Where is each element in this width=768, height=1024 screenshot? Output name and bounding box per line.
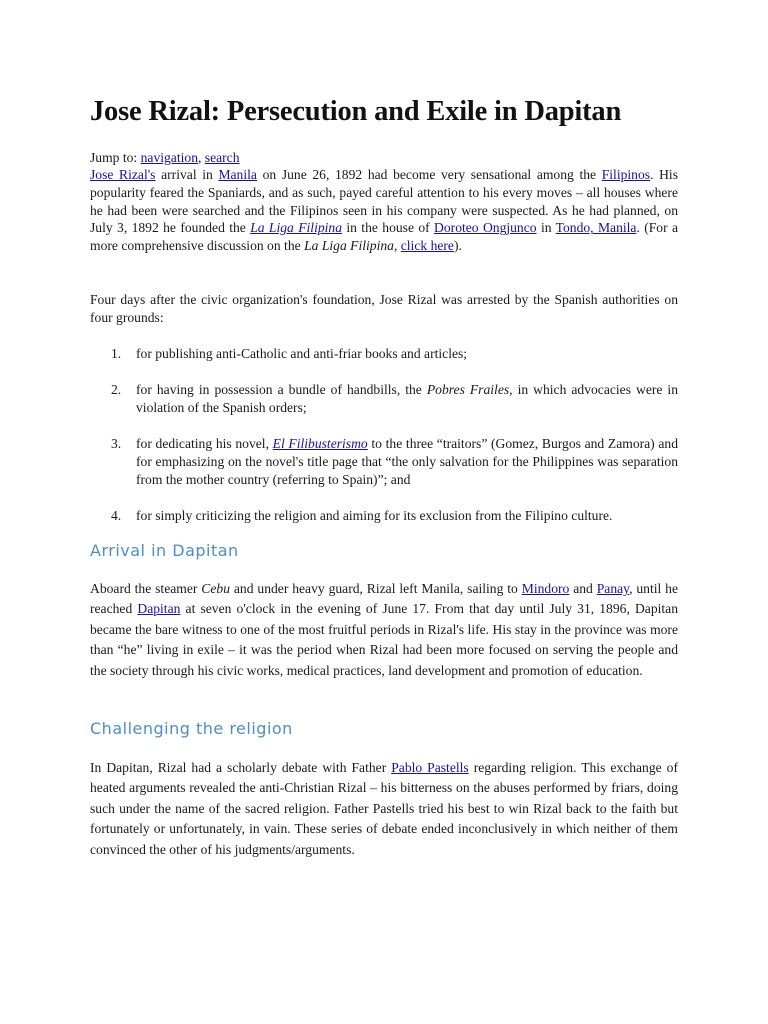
text: and under heavy guard, Rizal left Manila, sailing to <box>230 581 522 596</box>
list-number: 4. <box>111 508 122 523</box>
heading-arrival-in-dapitan: Arrival in Dapitan <box>90 541 239 560</box>
list-number: 1. <box>111 346 122 361</box>
arrest-paragraph: Four days after the civic organization's foundation, Jose Rizal was arrested by the Spanish authorities on four grounds: <box>90 292 678 325</box>
text: arrival in <box>155 167 219 182</box>
search-link[interactable]: search <box>204 150 240 165</box>
text: in <box>536 220 556 236</box>
list-text: for publishing anti-Catholic and anti-friar books and articles; <box>136 346 468 361</box>
text: , in which advocacies were in violation of the Spanish orders; <box>136 382 678 415</box>
text: . (For a more comprehensive discussion on the <box>90 220 679 254</box>
mindoro-link[interactable]: Mindoro <box>521 581 570 596</box>
panay-link[interactable]: Panay <box>596 581 630 596</box>
el-filibusterismo-link[interactable] <box>273 436 368 451</box>
list-text: for simply criticizing the religion and aiming for its exclusion from the Filipino culture. <box>136 508 613 523</box>
list-number: 3. <box>111 436 122 451</box>
text: for having in possession a bundle of handbills, the <box>136 382 427 397</box>
text: regarding religion. This exchange of heated arguments revealed the anti-Christian Rizal – his bitterness on the abuses performed by friars, doing such under the name of the sacred religion. Father Pastells tried his best to win Rizal back to the faith but fortunately or unfortunately, in vain. These series of debate ended inconclusively in which neither of them convinced the other of his judgments/arguments. <box>90 760 679 857</box>
text: and <box>569 581 597 596</box>
filipinos-link[interactable]: Filipinos <box>601 167 651 182</box>
cebu-italic: Cebu <box>201 581 230 596</box>
intro-paragraph <box>90 166 678 255</box>
jump-label: Jump to: <box>90 150 141 165</box>
text: at seven o'clock in the evening of June 17. From that day until July 31, 1896, Dapitan became the bare witness to one of the most fruitful periods in Rizal's life. His stay in the province was more than “he” living in exile – it was the period when Rizal had been more focused on serving the people and the society through his civic works, medical practices, land development and promotion of education. <box>90 601 678 678</box>
text: for dedicating his novel, <box>136 436 273 451</box>
la-liga-filipina-text: La Liga Filipina <box>250 220 343 236</box>
tondo-manila-link[interactable]: Tondo, Manila <box>555 220 637 236</box>
text: to the three “traitors” (Gomez, Burgos and Zamora) and for emphasizing on the novel's title page that “the only salvation for the Philippines was separation from the mother country (referring to Spain)”; and <box>136 436 679 487</box>
heading-challenging-the-religion: Challenging the religion <box>90 719 293 738</box>
la-liga-filipina-italic: La Liga Filipina <box>304 238 394 254</box>
text: . His popularity feared the Spaniards, and as such, payed careful attention to his every moves – all houses where he had been were searched and the Filipinos seen in his company were suspected. As he had planned, on July 3, 1892 he founded the <box>90 167 678 236</box>
jump-to <box>90 149 240 167</box>
list-text <box>136 435 678 488</box>
navigation-link[interactable]: navigation <box>140 150 198 165</box>
click-here-link[interactable]: click here <box>400 238 454 254</box>
pobres-frailes-italic: Pobres Frailes <box>426 382 510 397</box>
doroteo-ongjunco-link[interactable]: Doroteo Ongjunco <box>434 220 537 236</box>
list-text <box>136 381 678 417</box>
page-title: Jose Rizal: Persecution and Exile in Dapitan <box>90 96 622 127</box>
la-liga-filipina-link[interactable] <box>250 220 342 235</box>
dapitan-link[interactable]: Dapitan <box>137 601 181 617</box>
jump-separator: , <box>198 150 205 165</box>
manila-link[interactable]: Manila <box>218 167 257 182</box>
text: on June 26, 1892 had become very sensational among the <box>256 167 602 182</box>
text: , until he reached <box>90 581 678 617</box>
arrival-paragraph <box>90 579 678 681</box>
text: In Dapitan, Rizal had a scholarly debate with Father <box>90 760 392 775</box>
text: in the house of <box>342 220 435 236</box>
el-filibusterismo-text: El Filibusterismo <box>272 436 368 451</box>
jose-rizal-link[interactable]: Jose Rizal's <box>90 167 156 182</box>
text: Aboard the steamer <box>90 581 202 596</box>
pablo-pastells-link[interactable]: Pablo Pastells <box>391 760 469 775</box>
text: ). <box>453 238 462 254</box>
list-number: 2. <box>111 382 122 397</box>
religion-paragraph <box>90 758 678 860</box>
text: , <box>393 238 401 254</box>
